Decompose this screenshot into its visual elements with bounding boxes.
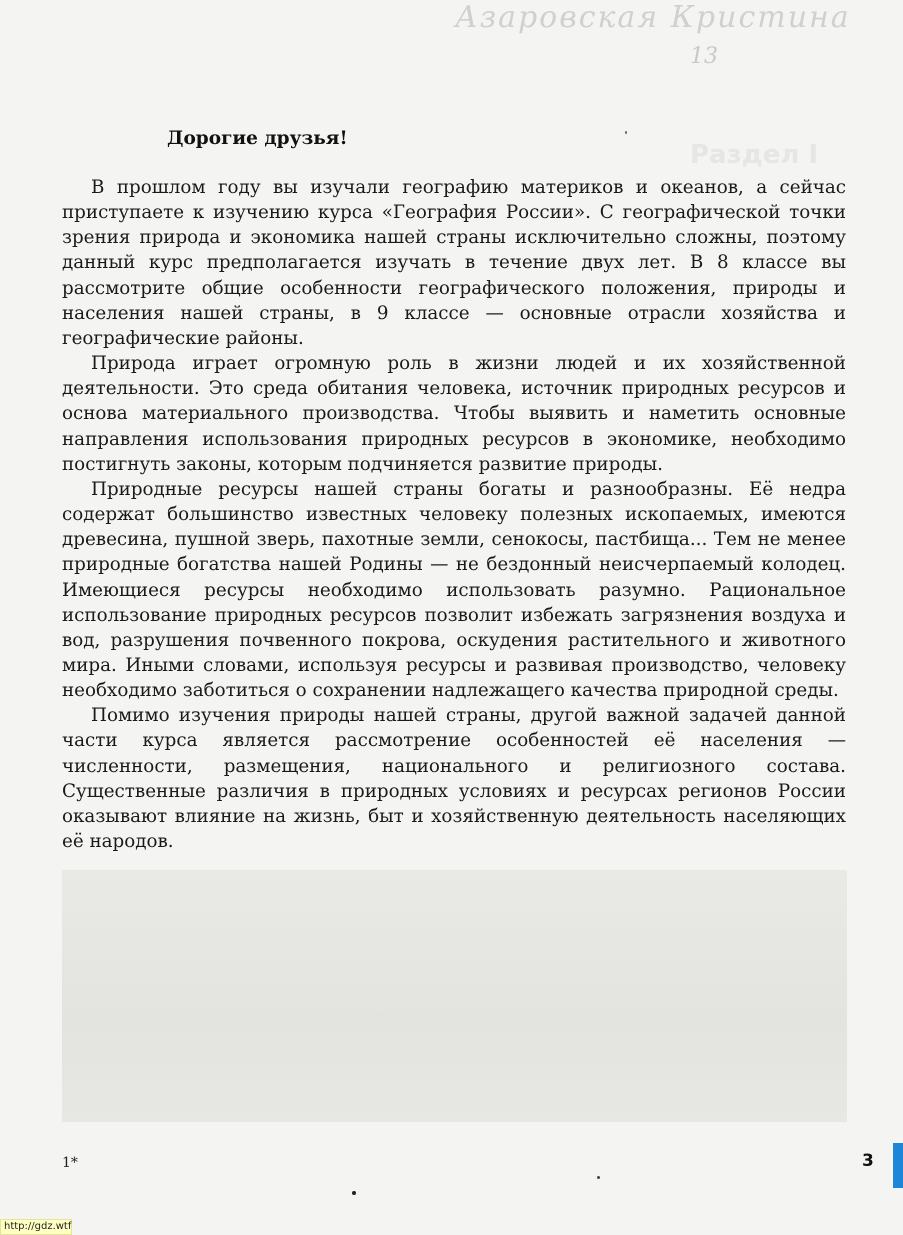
illustration-area xyxy=(62,870,847,1122)
paragraph-4: Помимо изучения природы нашей страны, другой важной задачей данной части курса является рассмотрение особенностей её населения — численности, размещения, национального и религиозного состава. Существенные различия в природных условиях и ресурсах регионов России оказывают влияние на жизнь, быт и хозяйственную деятельность населяющих её народов. xyxy=(62,705,846,853)
watermark-link[interactable]: http://gdz.wtf xyxy=(0,1219,72,1235)
section-tab xyxy=(893,1143,903,1188)
paragraph-2: Природа играет огромную роль в жизни людей и их хозяйственной деятельности. Это среда обитания человека, источник природных ресурсов и основа материального производства. Чтобы выявить и наметить основные направления использования природных ресурсов в экономике, необходимо постигнуть законы, которым подчиняется развитие природы. xyxy=(62,353,846,475)
paragraph-1: В прошлом году вы изучали географию материков и океанов, а сейчас приступаете к изучению курса «География России». С географической точки зрения природа и экономика нашей страны исключительно сложны, поэтому данный курс предполагается изучать в течение двух лет. В 8 классе вы рассмотрите общие особенности географического положения, природы и населения нашей страны, в 9 классе — основные отрасли хозяйства и географические районы. xyxy=(62,177,846,349)
speck xyxy=(625,131,627,134)
speck xyxy=(597,1176,600,1179)
speck xyxy=(352,1191,356,1195)
bleed-through-title: Раздел I xyxy=(690,140,819,170)
page-heading: Дорогие друзья! xyxy=(167,128,348,149)
pencil-number: 13 xyxy=(690,44,718,69)
body-text xyxy=(62,175,846,854)
paragraph-3: Природные ресурсы нашей страны богаты и разнообразны. Её недра содержат большинство известных человеку полезных ископаемых, имеются древесина, пушной зверь, пахотные земли, сенокосы, пастбища... Тем не менее природные богатства нашей Родины — не бездонный неисчерпаемый колодец. Имеющиеся ресурсы необходимо использовать разумно. Рациональное использование природных ресурсов позволит избежать загрязнения воздуха и вод, разрушения почвенного покрова, оскудения растительного и животного мира. Иными словами, используя ресурсы и развивая производство, человеку необходимо заботиться о сохранении надлежащего качества природной среды. xyxy=(62,478,846,702)
signature-mark: 1* xyxy=(62,1155,78,1171)
page-number: 3 xyxy=(862,1151,874,1171)
pencil-handwriting: Азаровская Кристина xyxy=(455,0,851,35)
